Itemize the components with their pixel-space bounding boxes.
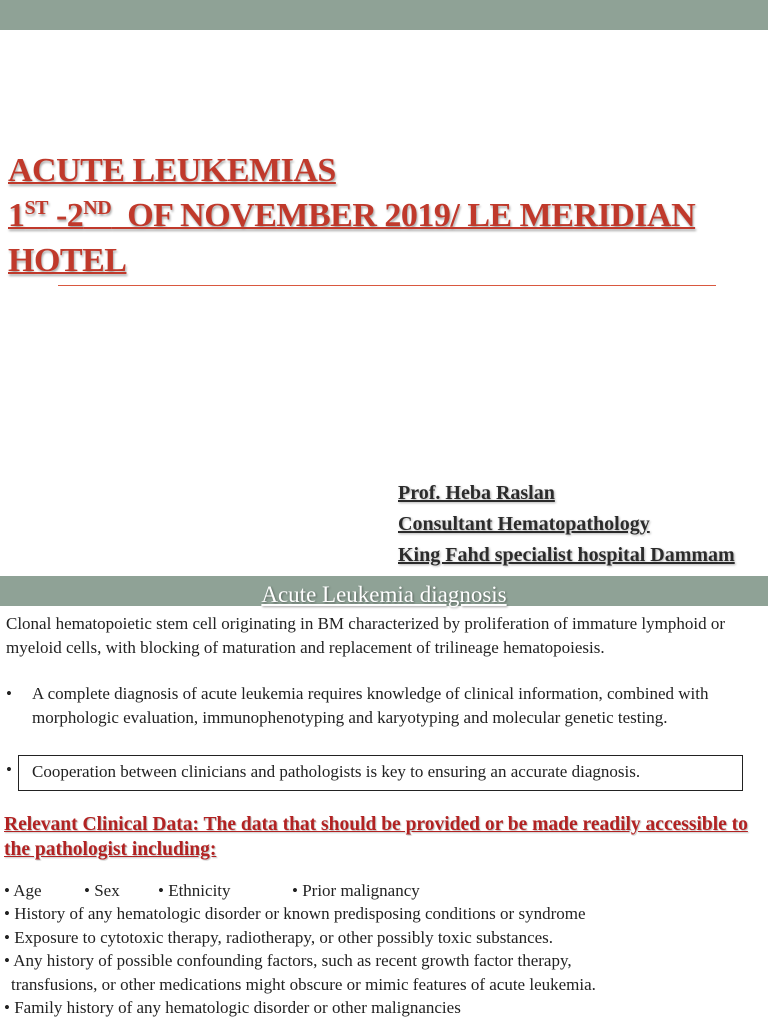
author-block (398, 478, 735, 571)
factor-row (4, 879, 764, 902)
list-item: • Family history of any hematologic disorder or other malignancies (4, 998, 461, 1018)
clinical-data-heading: Relevant Clinical Data: The data that should be provided or be made readily accessible to the pathologist including: (4, 814, 748, 860)
bullet-text: A complete diagnosis of acute leukemia requires knowledge of clinical information, combined with morphologic evaluation, immunophenotyping and karyotyping and molecular genetic testing. (32, 684, 709, 727)
top-header-bar (0, 0, 768, 30)
title-line-3: HOTEL (8, 242, 127, 279)
bullet-icon: • (6, 760, 12, 779)
factor-ethnicity: • Ethnicity (158, 881, 231, 900)
slide-title (8, 148, 748, 283)
author-affiliation: King Fahd specialist hospital Dammam (398, 544, 735, 566)
title-divider (58, 285, 716, 286)
highlight-box (18, 755, 743, 791)
section-header-bar (0, 576, 768, 606)
highlight-text: Cooperation between clinicians and pathologists is key to ensuring an accurate diagnosis. (32, 762, 641, 781)
list-item: • Exposure to cytotoxic therapy, radiotherapy, or other possibly toxic substances. (4, 927, 554, 947)
factor-age: • Age (4, 881, 42, 900)
factor-sex: • Sex (84, 881, 120, 900)
clinical-data-list (4, 879, 764, 1019)
author-position: Consultant Hematopathology (398, 513, 650, 535)
intro-paragraph: Clonal hematopoietic stem cell originating in BM characterized by proliferation of immature lymphoid or myeloid cells, with blocking of maturation and replacement of trilineage hematopoiesis. (6, 614, 725, 657)
title-line-2: 1ST -2ND OF NOVEMBER 2019/ LE MERIDIAN (8, 197, 696, 234)
title-line-1: ACUTE LEUKEMIAS (8, 152, 336, 189)
list-item: • Any history of possible confounding factors, such as recent growth factor therapy, (4, 951, 572, 971)
section-title: Acute Leukemia diagnosis (261, 582, 507, 607)
factor-prior-malignancy: • Prior malignancy (292, 881, 420, 900)
bullet-icon: • (6, 684, 12, 703)
list-item: transfusions, or other medications might obscure or mimic features of acute leukemia. (11, 974, 596, 994)
bullet-item (6, 682, 758, 729)
author-name: Prof. Heba Raslan (398, 482, 555, 504)
list-item: • History of any hematologic disorder or known predisposing conditions or syndrome (4, 904, 586, 924)
